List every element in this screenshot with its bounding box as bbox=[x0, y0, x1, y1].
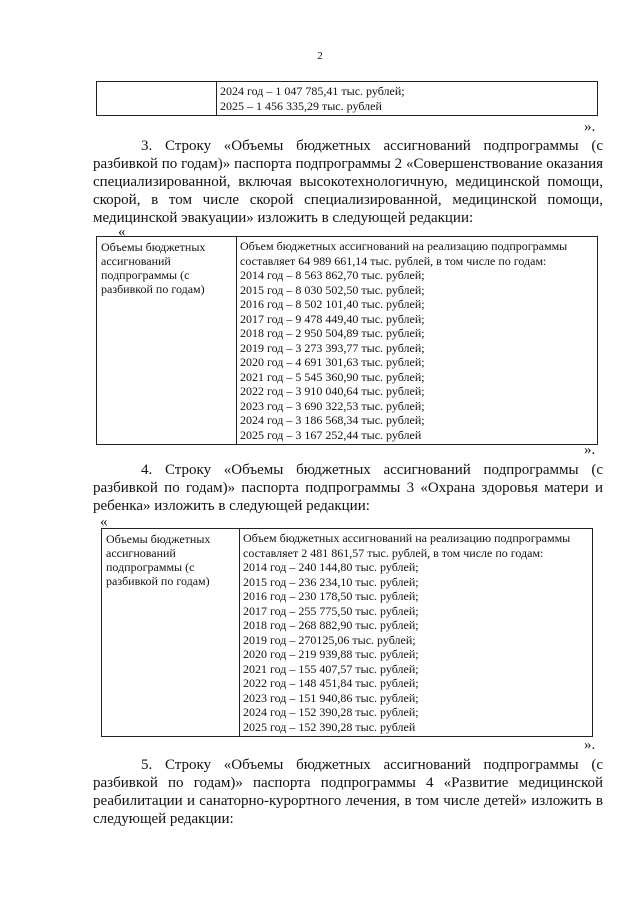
paragraph-line: следующей редакции: bbox=[93, 811, 234, 827]
section-3-table-value-cell bbox=[237, 237, 598, 445]
value-line: 2015 год – 236 234,10 тыс. рублей; bbox=[243, 574, 419, 589]
value-line: 2018 год – 2 950 504,89 тыс. рублей; bbox=[240, 326, 425, 340]
paragraph-line: специализированной, включая высокотехнологичную, медицинской помощи, bbox=[93, 174, 603, 190]
paragraph-line: разбивкой по годам)» паспорта подпрограммы 4 «Развитие медицинской bbox=[93, 775, 603, 791]
label-line: подпрограммы (с bbox=[106, 560, 195, 574]
value-line: Объем бюджетных ассигнований на реализацию подпрограммы bbox=[243, 531, 571, 545]
section-5-paragraph bbox=[93, 756, 603, 828]
label-line: разбивкой по годам) bbox=[101, 282, 205, 296]
value-line: 2025 год – 152 390,28 тыс. рублей bbox=[243, 719, 416, 734]
value-line: 2018 год – 268 882,90 тыс. рублей; bbox=[243, 618, 419, 632]
section-4-table-label-cell bbox=[102, 529, 240, 737]
value-line: 2022 год – 3 910 040,64 тыс. рублей; bbox=[240, 384, 425, 398]
value-line: составляет 64 989 661,14 тыс. рублей, в том числе по годам: bbox=[240, 253, 547, 268]
section-4-open-quote: « bbox=[100, 514, 108, 530]
value-line: составляет 2 481 861,57 тыс. рублей, в том числе по годам: bbox=[243, 545, 544, 560]
value-line: 2015 год – 8 030 502,50 тыс. рублей; bbox=[240, 282, 425, 297]
paragraph-line: реабилитации и санаторно-курортного лечения, в том числе детей» изложить в bbox=[93, 793, 603, 809]
value-line: 2016 год – 8 502 101,40 тыс. рублей; bbox=[240, 297, 425, 311]
top-table-line: 2024 год – 1 047 785,41 тыс. рублей; bbox=[220, 84, 405, 98]
value-line: 2020 год – 219 939,88 тыс. рублей; bbox=[243, 647, 419, 661]
label-line: ассигнований bbox=[101, 254, 171, 268]
section-4-table-value-cell bbox=[240, 529, 593, 737]
top-table-closing-quote: ». bbox=[584, 119, 596, 135]
label-line: Объемы бюджетных bbox=[106, 532, 211, 546]
value-line: 2023 год – 151 940,86 тыс. рублей; bbox=[243, 690, 419, 705]
value-line: 2016 год – 230 178,50 тыс. рублей; bbox=[243, 589, 419, 603]
paragraph-line: медицинской эвакуации» изложить в следующей редакции: bbox=[93, 210, 474, 226]
value-line: 2024 год – 152 390,28 тыс. рублей; bbox=[243, 705, 419, 719]
paragraph-line: разбивкой по годам)» паспорта подпрограммы 2 «Совершенствование оказания bbox=[93, 156, 603, 172]
label-line: подпрограммы (с bbox=[101, 268, 190, 282]
value-line: 2021 год – 155 407,57 тыс. рублей; bbox=[243, 661, 419, 676]
value-line: 2019 год – 3 273 393,77 тыс. рублей; bbox=[240, 340, 425, 355]
value-line: 2019 год – 270125,06 тыс. рублей; bbox=[243, 632, 416, 647]
paragraph-line: скорой, в том числе скорой специализированной, медицинской помощи, bbox=[93, 192, 603, 208]
top-table bbox=[96, 81, 598, 116]
top-table-line: 2025 – 1 456 335,29 тыс. рублей bbox=[220, 98, 382, 113]
top-table-left-cell bbox=[97, 82, 217, 116]
value-line: 2022 год – 148 451,84 тыс. рублей; bbox=[243, 676, 419, 690]
value-line: 2014 год – 240 144,80 тыс. рублей; bbox=[243, 560, 419, 574]
value-line: Объем бюджетных ассигнований на реализацию подпрограммы bbox=[240, 239, 568, 253]
top-table-right-cell bbox=[217, 82, 598, 116]
value-line: 2021 год – 5 545 360,90 тыс. рублей; bbox=[240, 369, 425, 384]
paragraph-line: 3. Строку «Объемы бюджетных ассигнований подпрограммы (с bbox=[141, 138, 603, 154]
section-3-open-quote: « bbox=[118, 224, 126, 240]
label-line: Объемы бюджетных bbox=[101, 240, 206, 254]
paragraph-line: 5. Строку «Объемы бюджетных ассигнований подпрограммы (с bbox=[141, 757, 603, 773]
section-3-table bbox=[96, 236, 598, 445]
value-line: 2017 год – 9 478 449,40 тыс. рублей; bbox=[240, 311, 425, 326]
section-4-close-quote: ». bbox=[584, 737, 596, 753]
page-number: 2 bbox=[317, 50, 323, 62]
label-line: разбивкой по годам) bbox=[106, 574, 210, 588]
value-line: 2017 год – 255 775,50 тыс. рублей; bbox=[243, 603, 419, 618]
value-line: 2023 год – 3 690 322,53 тыс. рублей; bbox=[240, 398, 425, 413]
label-line: ассигнований bbox=[106, 546, 176, 560]
paragraph-line: ребенка» изложить в следующей редакции: bbox=[93, 498, 370, 514]
section-3-close-quote: ». bbox=[584, 442, 596, 458]
section-4-table bbox=[101, 528, 593, 737]
value-line: 2024 год – 3 186 568,34 тыс. рублей; bbox=[240, 413, 425, 427]
paragraph-line: разбивкой по годам)» паспорта подпрограммы 3 «Охрана здоровья матери и bbox=[93, 480, 603, 496]
value-line: 2020 год – 4 691 301,63 тыс. рублей; bbox=[240, 355, 425, 369]
value-line: 2014 год – 8 563 862,70 тыс. рублей; bbox=[240, 268, 425, 282]
section-4-paragraph bbox=[93, 461, 603, 515]
value-line: 2025 год – 3 167 252,44 тыс. рублей bbox=[240, 427, 422, 442]
section-3-paragraph bbox=[93, 137, 603, 227]
section-3-table-label-cell bbox=[97, 237, 237, 445]
paragraph-line: 4. Строку «Объемы бюджетных ассигнований подпрограммы (с bbox=[141, 462, 603, 478]
